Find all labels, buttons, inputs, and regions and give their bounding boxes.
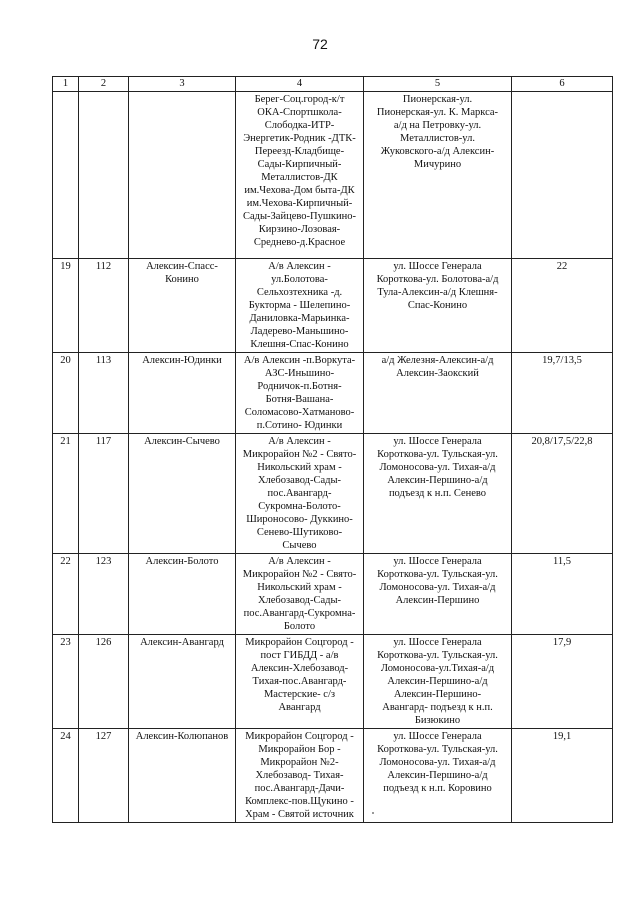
route-name-cell: Алексин-Спасс-Конино [129, 259, 236, 353]
route-path-cell: Микрорайон Соцгород - Микрорайон Бор - Микрорайон №2- Хлебозавод- Тихая- пос.Авангард-Дачи- Комплекс-пов.Щукино - Храм - Святой источник [236, 729, 364, 823]
route-number-cell: 117 [79, 434, 129, 554]
row-number-cell [53, 92, 79, 259]
route-number-cell: 126 [79, 635, 129, 729]
route-number-cell: 112 [79, 259, 129, 353]
table-row [53, 434, 613, 554]
row-number-cell: 24 [53, 729, 79, 823]
scan-speck [372, 812, 374, 814]
table-row [53, 353, 613, 434]
route-path-cell: А/в Алексин - ул.Болотова- Сельхозтехника -д. Букторма - Шелепино- Даниловка-Марьинка- Ладерево-Маньшино- Клешня-Спас-Конино [236, 259, 364, 353]
column-header: 3 [129, 77, 236, 92]
header-row [53, 77, 613, 92]
route-streets-cell: а/д Железня-Алексин-а/д Алексин-Заокский [364, 353, 512, 434]
route-streets-cell: ул. Шоссе Генерала Короткова-ул. Тульская-ул. Ломоносова-ул. Тихая-а/д Алексин-Першино-а/д подъезд к н.п. Коровино [364, 729, 512, 823]
route-length-cell: 19,1 [512, 729, 613, 823]
route-streets-cell: ул. Шоссе Генерала Короткова-ул. Тульская-ул. Ломоносова-ул.Тихая-а/д Алексин-Першино-а/д Алексин-Першино- Авангард- подъезд к н.п. Бизюкино [364, 635, 512, 729]
route-name-cell [129, 92, 236, 259]
route-number-cell [79, 92, 129, 259]
route-streets-cell: ул. Шоссе Генерала Короткова-ул. Тульская-ул. Ломоносова-ул. Тихая-а/д Алексин-Першино [364, 554, 512, 635]
route-streets-cell: ул. Шоссе Генерала Короткова-ул. Болотова-а/д Тула-Алексин-а/д Клешня- Спас-Конино [364, 259, 512, 353]
route-number-cell: 113 [79, 353, 129, 434]
row-number-cell: 19 [53, 259, 79, 353]
column-header: 4 [236, 77, 364, 92]
table-row [53, 92, 613, 259]
route-number-cell: 123 [79, 554, 129, 635]
route-streets-cell: ул. Шоссе Генерала Короткова-ул. Тульская-ул. Ломоносова-ул. Тихая-а/д Алексин-Першино-а/д подъезд к н.п. Сенево [364, 434, 512, 554]
route-path-cell: Берег-Соц.город-к/т ОКА-Спортшкола- Слободка-ИТР- Энергетик-Родник -ДТК- Переезд-Кладбище- Сады-Кирпичный- Металлистов-ДК им.Чехова-Дом быта-ДК им.Чехова-Кирпичный- Сады-Зайцево-Пушкино- Кирзино-Лозовая- Среднево-д.Красное [236, 92, 364, 259]
route-path-cell: А/в Алексин - Микрорайон №2 - Свято- Никольский храм - Хлебозавод-Сады- пос.Авангард-Сукромна- Болото [236, 554, 364, 635]
column-header: 2 [79, 77, 129, 92]
table-row [53, 729, 613, 823]
route-length-cell: 11,5 [512, 554, 613, 635]
table-row [53, 554, 613, 635]
route-length-cell [512, 92, 613, 259]
column-header: 6 [512, 77, 613, 92]
column-header: 1 [53, 77, 79, 92]
route-number-cell: 127 [79, 729, 129, 823]
table-row [53, 635, 613, 729]
routes-table [52, 76, 613, 823]
route-length-cell: 22 [512, 259, 613, 353]
route-name-cell: Алексин-Юдинки [129, 353, 236, 434]
route-name-cell: Алексин-Болото [129, 554, 236, 635]
page-number: 72 [312, 36, 328, 52]
column-header: 5 [364, 77, 512, 92]
table-row [53, 259, 613, 353]
route-name-cell: Алексин-Авангард [129, 635, 236, 729]
row-number-cell: 23 [53, 635, 79, 729]
route-name-cell: Алексин-Колюпанов [129, 729, 236, 823]
route-name-cell: Алексин-Сычево [129, 434, 236, 554]
row-number-cell: 20 [53, 353, 79, 434]
route-length-cell: 20,8/17,5/22,8 [512, 434, 613, 554]
route-streets-cell: Пионерская-ул. Пионерская-ул. К. Маркса- а/д на Петровку-ул. Металлистов-ул. Жуковского-а/д Алексин- Мичурино [364, 92, 512, 259]
route-path-cell: А/в Алексин -п.Воркута- АЗС-Иньшино- Родничок-п.Ботня- Ботня-Вашана- Соломасово-Хатманово- п.Сотино- Юдинки [236, 353, 364, 434]
route-length-cell: 17,9 [512, 635, 613, 729]
route-length-cell: 19,7/13,5 [512, 353, 613, 434]
route-path-cell: Микрорайон Соцгород - пост ГИБДД - а/в Алексин-Хлебозавод- Тихая-пос.Авангард- Мастерские- с/з Авангард [236, 635, 364, 729]
route-path-cell: А/в Алексин - Микрорайон №2 - Свято- Никольский храм - Хлебозавод-Сады- пос.Авангард- Сукромна-Болото- Широносово- Дуккино- Сенево-Шутиково- Сычево [236, 434, 364, 554]
row-number-cell: 21 [53, 434, 79, 554]
row-number-cell: 22 [53, 554, 79, 635]
